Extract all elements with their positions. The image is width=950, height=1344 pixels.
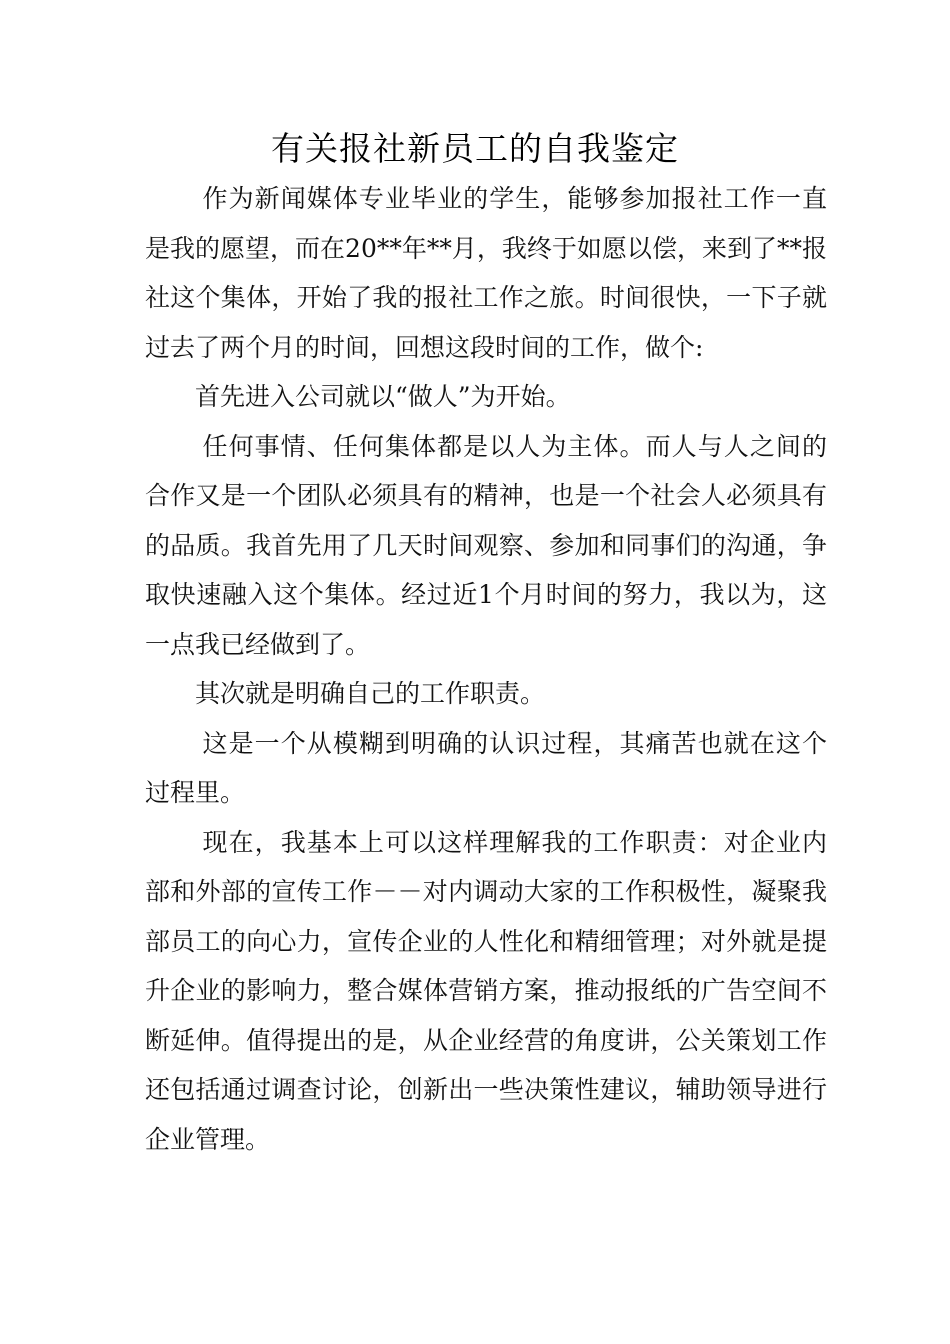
document-title: 有关报社新员工的自我鉴定: [271, 129, 679, 168]
paragraph-intro: 作为新闻媒体专业毕业的学生，能够参加报社工作一直是我的愿望，而在20**年**月，我终于如愿以偿，来到了**报社这个集体，开始了我的报社工作之旅。时间很快，一下子就过去了两个月的时间，回想这段时间的工作，做个:: [145, 184, 827, 362]
document-body: [145, 174, 827, 1164]
paragraph-process: 这是一个从模糊到明确的认识过程，其痛苦也就在这个过程里。: [145, 728, 827, 807]
paragraph-teamwork: 任何事情、任何集体都是以人为主体。而人与人之间的合作又是一个团队必须具有的精神，也是一个社会人必须具有的品质。我首先用了几天时间观察、参加和同事们的沟通，争取快速融入这个集体。经过近1个月时间的努力，我以为，这一点我已经做到了。: [145, 431, 827, 659]
paragraph-duties: 现在，我基本上可以这样理解我的工作职责：对企业内部和外部的宣传工作－－对内调动大家的工作积极性，凝聚我部员工的向心力，宣传企业的人性化和精细管理；对外就是提升企业的影响力，整合媒体营销方案，推动报纸的广告空间不断延伸。值得提出的是，从企业经营的角度讲，公关策划工作还包括通过调查讨论，创新出一些决策性建议，辅助领导进行企业管理。: [145, 827, 827, 1154]
paragraph-second-point: 其次就是明确自己的工作职责。: [195, 679, 546, 708]
paragraph-first-point: 首先进入公司就以“做人”为开始。: [195, 382, 571, 411]
